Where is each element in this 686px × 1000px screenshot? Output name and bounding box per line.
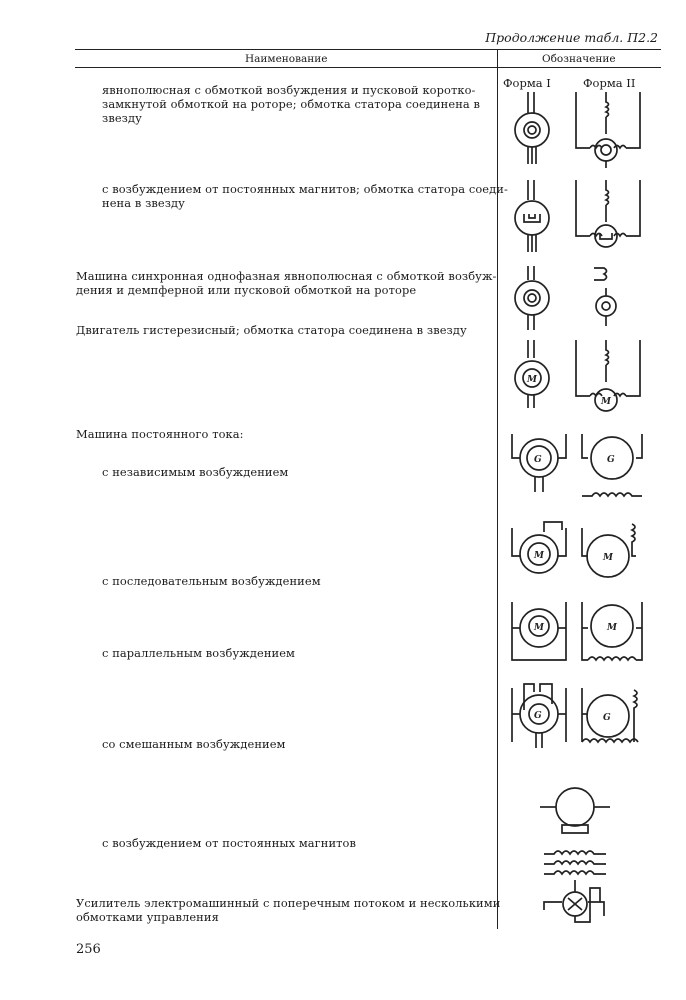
symbol-dc-series-form1 — [508, 518, 570, 582]
row-6-line-1: Усилитель электромашинный с поперечным потоком и несколькими — [76, 896, 501, 910]
column-header-name: Наименование — [245, 53, 328, 65]
row-3-line-1: Машина синхронная однофазная явнополюсная с обмоткой возбуж- — [76, 269, 497, 283]
hysteresis-letter-1: M — [527, 375, 537, 385]
dc-ind-letter-1: G — [534, 455, 542, 465]
row-1-line-3: звезду — [102, 111, 142, 125]
dc-par-letter-2: M — [607, 623, 617, 633]
form-label-2: Форма II — [583, 76, 636, 90]
symbol-dc-independent-form1 — [508, 428, 570, 494]
symbol-dc-independent-form2 — [578, 428, 646, 508]
row-5b: с последовательным возбуждением — [102, 574, 321, 588]
symbol-dc-pm — [540, 785, 610, 835]
symbol-single-phase-form1 — [508, 266, 558, 336]
dc-comp-letter-2: G — [603, 713, 611, 723]
page-number: 256 — [76, 942, 101, 957]
row-2-line-1: с возбуждением от постоянных магнитов; обмотка статора соеди- — [102, 182, 508, 196]
row-3-line-2: дения и демпферной или пусковой обмоткой на роторе — [76, 283, 417, 297]
table-header-rule — [75, 67, 661, 68]
symbol-dc-compound-form1 — [506, 680, 572, 756]
symbol-dc-series-form2 — [578, 518, 646, 582]
symbol-sync-machine-form2 — [572, 92, 644, 172]
symbol-single-phase-form2 — [590, 266, 630, 336]
symbol-amplifier — [540, 846, 610, 926]
row-5a: с независимым возбуждением — [102, 465, 289, 479]
row-5c: с параллельным возбуждением — [102, 646, 296, 660]
dc-series-letter-2: M — [603, 553, 613, 563]
table-column-divider — [497, 49, 498, 929]
row-1-line-1: явнополюсная с обмоткой возбуждения и пусковой коротко- — [102, 83, 476, 97]
row-5e: с возбуждением от постоянных магнитов — [102, 836, 357, 850]
form-label-1: Форма I — [503, 76, 551, 90]
dc-comp-letter-1: G — [534, 711, 542, 721]
symbol-dc-parallel-form1 — [508, 598, 570, 668]
dc-par-letter-1: M — [534, 623, 544, 633]
row-5-heading: Машина постоянного тока: — [76, 427, 244, 441]
row-1-line-2: замкнутой обмоткой на роторе; обмотка статора соединена в — [102, 97, 481, 111]
hysteresis-letter-2: M — [601, 397, 611, 407]
column-header-designation: Обозначение — [542, 53, 616, 65]
symbol-hysteresis-form2 — [572, 340, 644, 416]
table-caption: Продолжение табл. П2.2 — [485, 30, 658, 45]
dc-series-letter-1: M — [534, 551, 544, 561]
symbol-pm-sync-form2 — [572, 180, 644, 260]
table-top-rule — [75, 49, 661, 50]
symbol-pm-sync-form1 — [508, 180, 558, 260]
row-6-line-2: обмотками управления — [76, 910, 219, 924]
symbol-hysteresis-form1 — [508, 340, 558, 410]
row-5d: со смешанным возбуждением — [102, 737, 286, 751]
symbol-dc-parallel-form2 — [578, 598, 646, 668]
symbol-dc-compound-form2 — [578, 680, 646, 756]
row-4-line-1: Двигатель гистерезисный; обмотка статора соединена в звезду — [76, 323, 467, 337]
symbol-sync-machine-form1 — [508, 92, 558, 172]
dc-ind-letter-2: G — [607, 455, 615, 465]
row-2-line-2: нена в звезду — [102, 196, 185, 210]
